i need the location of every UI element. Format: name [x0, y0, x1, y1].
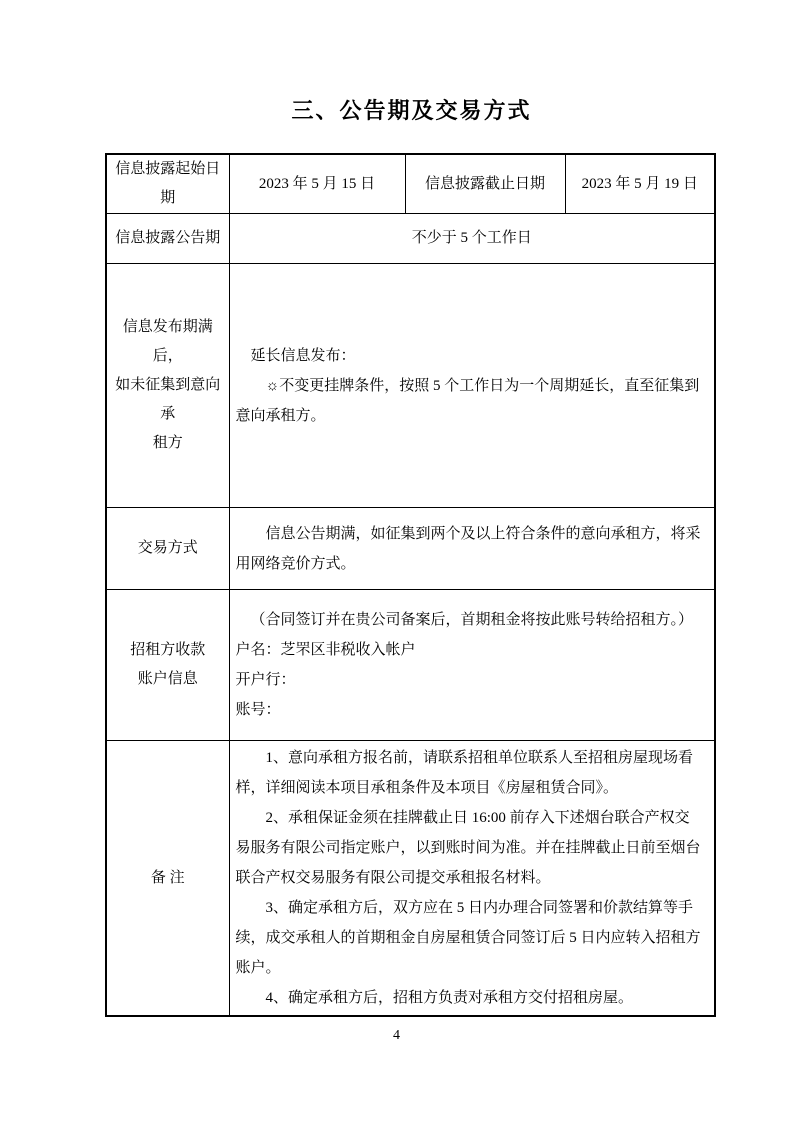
label-payee-account	[106, 590, 229, 741]
row-remarks	[106, 741, 715, 1017]
row-disclosure-dates	[106, 154, 715, 214]
value-payee-account	[229, 590, 715, 741]
label-extension-line1: 信息发布期满后，	[122, 319, 213, 364]
label-extension-line2: 如未征集到意向承	[115, 377, 221, 422]
extension-heading: 延长信息发布：	[250, 347, 356, 364]
label-trading-method: 交易方式	[106, 508, 229, 590]
page-number: 4	[393, 1028, 400, 1043]
value-announcement-period: 不少于 5 个工作日	[229, 214, 715, 264]
label-extension-line3: 租方	[152, 435, 183, 451]
label-disclosure-start-date: 信息披露起始日期	[106, 154, 229, 214]
row-trading-method	[106, 508, 715, 590]
value-remarks	[229, 741, 715, 1017]
value-disclosure-start-date: 2023 年 5 月 15 日	[229, 154, 405, 214]
page-title: 三、公告期及交易方式	[291, 98, 532, 123]
value-extension-policy	[229, 264, 715, 508]
label-payee-line2: 账户信息	[137, 671, 198, 687]
remark-item-3: 3、确定承租方后，双方应在 5 日内办理合同签署和价款结算等手续，成交承租人的首期租金自房屋租赁合同签订后 5 日内应转入招租方账户。	[235, 900, 701, 976]
trading-method-text: 信息公告期满，如征集到两个及以上符合条件的意向承租方，将采用网络竞价方式。	[235, 525, 701, 572]
payee-account-number: 账号：	[235, 702, 281, 718]
label-disclosure-end-date: 信息披露截止日期	[405, 154, 565, 214]
payee-account-bank: 开户行：	[235, 672, 296, 688]
value-disclosure-end-date: 2023 年 5 月 19 日	[565, 154, 715, 214]
row-announcement-period	[106, 214, 715, 264]
announcement-table	[105, 153, 716, 1017]
label-payee-line1: 招租方收款	[130, 642, 206, 658]
label-announcement-period: 信息披露公告期	[106, 214, 229, 264]
remark-item-1: 1、意向承租方报名前，请联系招租单位联系人至招租房屋现场看样，详细阅读本项目承租条件及本项目《房屋租赁合同》。	[235, 750, 694, 796]
row-payee-account	[106, 590, 715, 741]
label-remarks: 备 注	[106, 741, 229, 1017]
remark-item-2: 2、承租保证金须在挂牌截止日 16:00 前存入下述烟台联合产权交易服务有限公司指定账户，以到账时间为准。并在挂牌截止日前至烟台联合产权交易服务有限公司提交承租报名材料。	[235, 810, 701, 886]
label-extension-policy	[106, 264, 229, 508]
payee-account-note: （合同签订并在贵公司备案后，首期租金将按此账号转给招租方。）	[250, 612, 694, 628]
extension-rule	[236, 371, 705, 431]
row-extension-policy	[106, 264, 715, 508]
payee-account-name: 户名：芝罘区非税收入帐户	[235, 642, 416, 658]
value-trading-method	[229, 508, 715, 590]
remark-item-4: 4、确定承租方后，招租方负责对承租方交付招租房屋。	[265, 990, 634, 1006]
extension-rule-text: 不变更挂牌条件，按照 5 个工作日为一个周期延长，直至征集到意向承租方。	[235, 377, 700, 424]
sun-bullet-icon: ☼	[265, 377, 280, 394]
